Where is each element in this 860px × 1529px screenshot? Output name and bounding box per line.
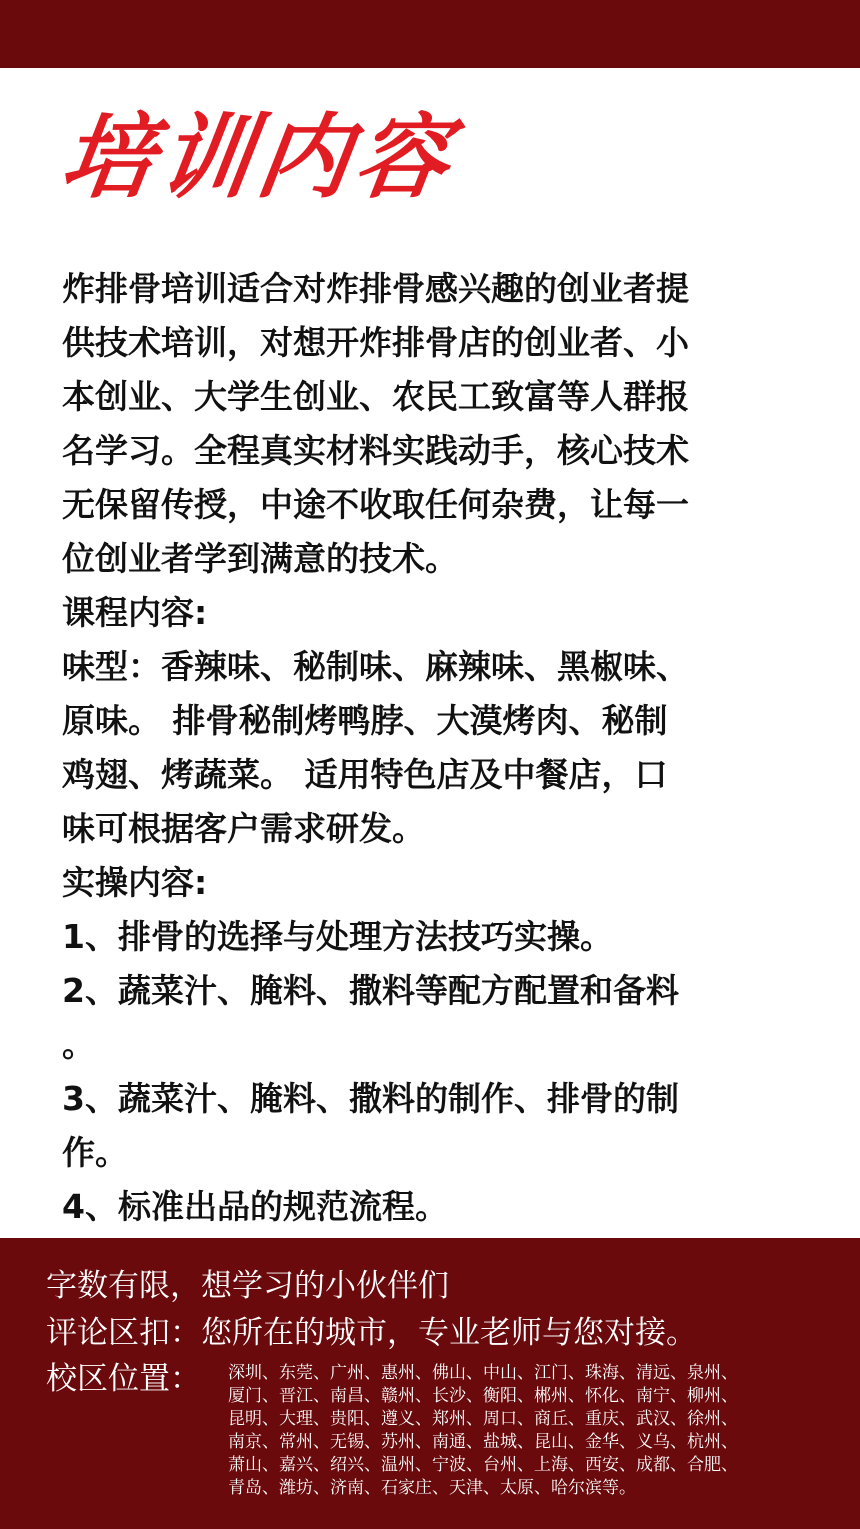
campus-line: 萧山、嘉兴、绍兴、温州、宁波、台州、上海、西安、成都、合肥、 xyxy=(228,1455,738,1475)
course-line: 原味。 排骨秘制烤鸭脖、大漠烤肉、秘制 xyxy=(62,701,668,740)
practice-line: 。 xyxy=(62,1025,95,1064)
footer-line-2: 评论区扣：您所在的城市，专业老师与您对接。 xyxy=(46,1315,697,1351)
main-content xyxy=(62,262,802,1234)
intro-line: 炸排骨培训适合对炸排骨感兴趣的创业者提 xyxy=(62,269,689,308)
intro-line: 供技术培训，对想开炸排骨店的创业者、小 xyxy=(62,323,689,362)
campus-label: 校区位置： xyxy=(46,1361,201,1397)
practice-line: 1、排骨的选择与处理方法技巧实操。 xyxy=(62,917,613,956)
page-title: 培训内容 xyxy=(54,104,462,211)
course-line: 味型：香辣味、秘制味、麻辣味、黑椒味、 xyxy=(62,647,689,686)
practice-heading: 实操内容: xyxy=(62,863,208,902)
practice-line: 2、蔬菜汁、腌料、撒料等配方配置和备料 xyxy=(62,971,679,1010)
intro-line: 无保留传授，中途不收取任何杂费，让每一 xyxy=(62,485,689,524)
footer-line-1: 字数有限，想学习的小伙伴们 xyxy=(46,1268,449,1304)
course-heading: 课程内容: xyxy=(62,593,208,632)
top-banner xyxy=(0,0,860,68)
campus-line: 青岛、潍坊、济南、石家庄、天津、太原、哈尔滨等。 xyxy=(228,1478,636,1498)
course-line: 鸡翅、烤蔬菜。 适用特色店及中餐店，口 xyxy=(62,755,668,794)
intro-line: 本创业、大学生创业、农民工致富等人群报 xyxy=(62,377,689,416)
practice-line: 4、标准出品的规范流程。 xyxy=(62,1187,448,1226)
campus-line: 昆明、大理、贵阳、遵义、郑州、周口、商丘、重庆、武汉、徐州、 xyxy=(228,1409,738,1429)
practice-line: 作。 xyxy=(62,1133,128,1172)
campus-line: 南京、常州、无锡、苏州、南通、盐城、昆山、金华、义乌、杭州、 xyxy=(228,1432,738,1452)
intro-line: 位创业者学到满意的技术。 xyxy=(62,539,458,578)
course-line: 味可根据客户需求研发。 xyxy=(62,809,425,848)
footer-banner xyxy=(0,1238,860,1529)
campus-line: 厦门、晋江、南昌、赣州、长沙、衡阳、郴州、怀化、南宁、柳州、 xyxy=(228,1386,738,1406)
practice-line: 3、蔬菜汁、腌料、撒料的制作、排骨的制 xyxy=(62,1079,679,1118)
campus-line: 深圳、东莞、广州、惠州、佛山、中山、江门、珠海、清远、泉州、 xyxy=(228,1363,738,1383)
intro-line: 名学习。全程真实材料实践动手，核心技术 xyxy=(62,431,689,470)
campus-list xyxy=(228,1362,828,1500)
